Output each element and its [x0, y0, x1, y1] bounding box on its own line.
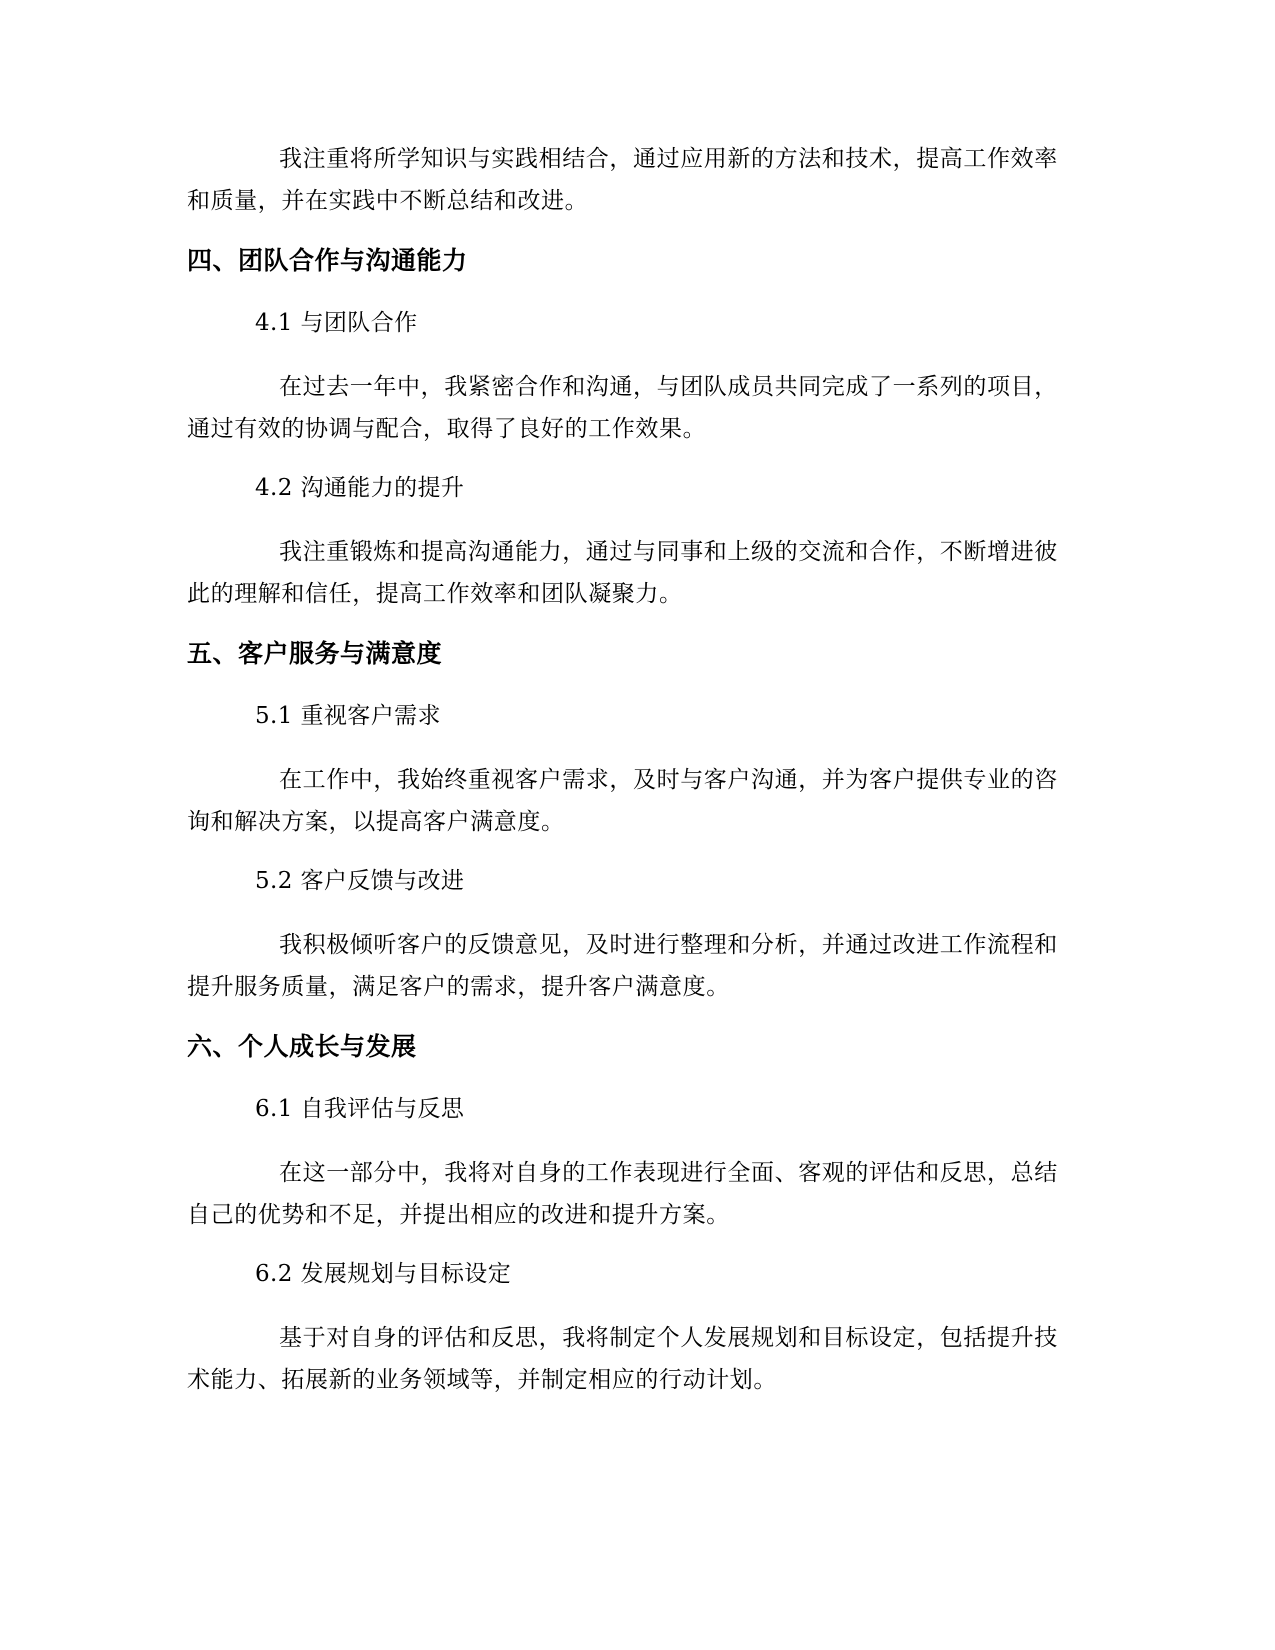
paragraph-6-1: 在这一部分中，我将对自身的工作表现进行全面、客观的评估和反思，总结自己的优势和不足，并提出相应的改进和提升方案。: [187, 1160, 1058, 1228]
subsection-title-4-2: 4.2 沟通能力的提升: [255, 475, 465, 501]
paragraph-6-2: 基于对自身的评估和反思，我将制定个人发展规划和目标设定，包括提升技术能力、拓展新的业务领域等，并制定相应的行动计划。: [187, 1325, 1058, 1393]
subsection-title-4-1: 4.1 与团队合作: [255, 310, 418, 336]
subsection-title-6-1: 6.1 自我评估与反思: [255, 1096, 465, 1122]
section-heading-5: 五、客户服务与满意度: [187, 639, 443, 668]
subsection-title-5-1: 5.1 重视客户需求: [255, 703, 441, 729]
paragraph-4-1: 在过去一年中，我紧密合作和沟通，与团队成员共同完成了一系列的项目，通过有效的协调与配合，取得了良好的工作效果。: [187, 374, 1058, 442]
intro-paragraph: 我注重将所学知识与实践相结合，通过应用新的方法和技术，提高工作效率和质量，并在实践中不断总结和改进。: [187, 146, 1058, 214]
subsection-title-6-2: 6.2 发展规划与目标设定: [255, 1261, 512, 1287]
section-heading-6: 六、个人成长与发展: [187, 1032, 417, 1061]
paragraph-5-1: 在工作中，我始终重视客户需求，及时与客户沟通，并为客户提供专业的咨询和解决方案，以提高客户满意度。: [187, 767, 1058, 835]
paragraph-4-2: 我注重锻炼和提高沟通能力，通过与同事和上级的交流和合作，不断增进彼此的理解和信任，提高工作效率和团队凝聚力。: [187, 539, 1058, 607]
section-heading-4: 四、团队合作与沟通能力: [187, 246, 468, 275]
paragraph-5-2: 我积极倾听客户的反馈意见，及时进行整理和分析，并通过改进工作流程和提升服务质量，满足客户的需求，提升客户满意度。: [187, 932, 1058, 1000]
subsection-title-5-2: 5.2 客户反馈与改进: [255, 868, 465, 894]
